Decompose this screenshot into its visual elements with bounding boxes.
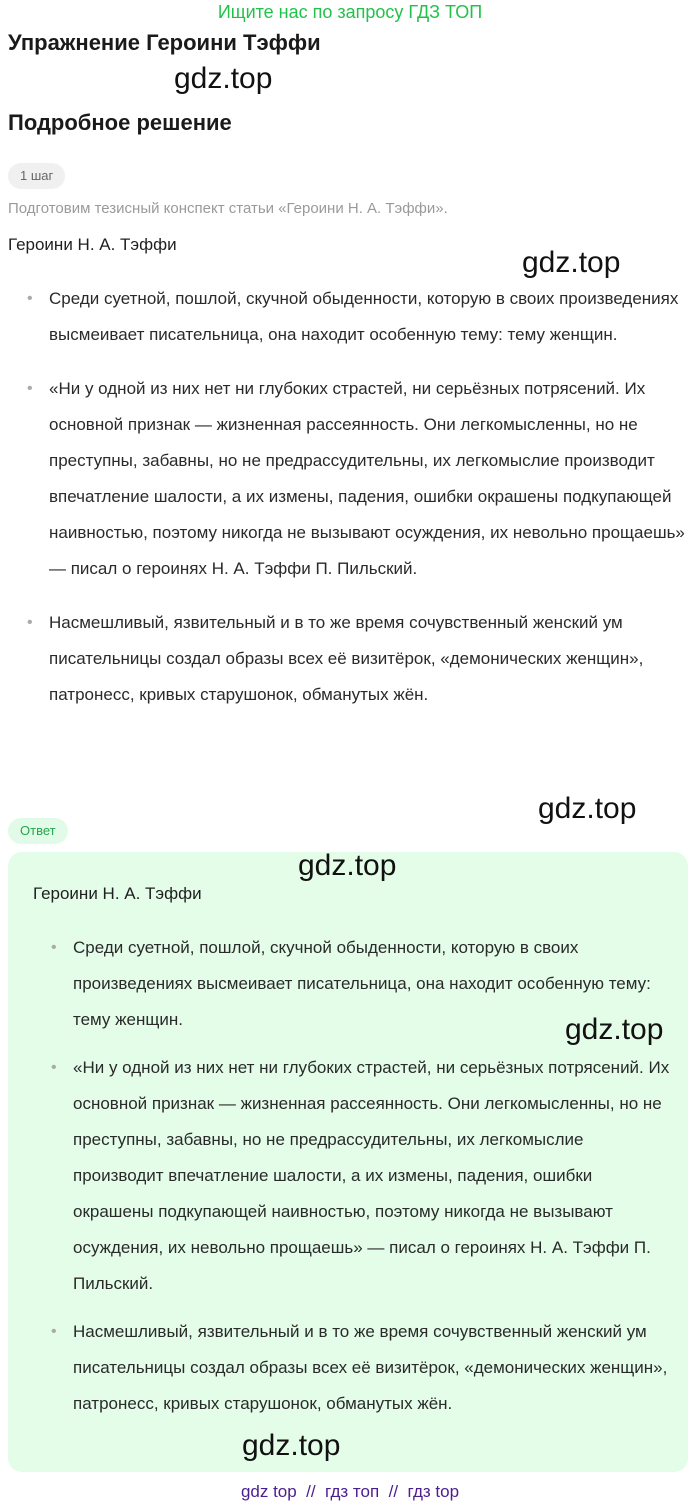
list-item <box>27 281 689 353</box>
step-heading: Героини Н. А. Тэффи <box>8 235 177 254</box>
watermark: gdz.top <box>298 849 397 882</box>
bullet-icon: • <box>51 1323 57 1340</box>
answer-heading: Героини Н. А. Тэффи <box>33 884 202 903</box>
footer-links: gdz top // гдз топ // гдз top <box>240 1482 460 1501</box>
bullet-icon: • <box>27 614 33 631</box>
bullet-icon: • <box>51 939 57 956</box>
watermark: gdz.top <box>242 1429 341 1462</box>
answer-bullet-list <box>51 930 673 1434</box>
list-item <box>27 371 689 587</box>
list-item-text: Среди суетной, пошлой, скучной обыденности, которую в своих произведениях высмеивает писательница, она находит особенную тему: тему женщин. <box>73 938 651 1029</box>
watermark: gdz.top <box>565 1013 664 1046</box>
bullet-icon: • <box>51 1059 57 1076</box>
list-item-text: Насмешливый, язвительный и в то же время сочувственный женский ум писательницы создал образы всех её визитёрок, «демонических женщин», патронесс, кривых старушонок, обманутых жён. <box>49 613 644 704</box>
list-item-text: «Ни у одной из них нет ни глубоких страстей, ни серьёзных потрясений. Их основной признак — жизненная рассеянность. Они легкомысленны, но не преступны, забавны, но не предрассудительны, их легкомыслие производит впечатление шалости, а их измены, падения, ошибки окрашены подкупающей наивностью, поэтому никогда не вызывают осуждения, их невольно прощаешь» — писал о героинях Н. А. Тэффи П. Пильский. <box>49 379 685 578</box>
watermark: gdz.top <box>538 792 637 825</box>
step-intro: Подготовим тезисный конспект статьи «Героини Н. А. Тэффи». <box>8 200 448 217</box>
step-bullet-list <box>27 281 689 731</box>
step-badge: 1 шаг <box>8 163 65 189</box>
watermark: gdz.top <box>174 62 273 95</box>
section-title: Подробное решение <box>8 110 232 135</box>
list-item-text: Насмешливый, язвительный и в то же время сочувственный женский ум писательницы создал образы всех её визитёрок, «демонических женщин», патронесс, кривых старушонок, обманутых жён. <box>73 1322 668 1413</box>
list-item <box>51 1050 673 1302</box>
watermark: gdz.top <box>522 246 621 279</box>
bullet-icon: • <box>27 380 33 397</box>
list-item-text: «Ни у одной из них нет ни глубоких страстей, ни серьёзных потрясений. Их основной признак — жизненная рассеянность. Они легкомысленны, но не преступны, забавны, но не предрассудительны, их легкомыслие производит впечатление шалости, а их измены, падения, ошибки окрашены подкупающей наивностью, поэтому никогда не вызывают осуждения, их невольно прощаешь» — писал о героинях Н. А. Тэффи П. Пильский. <box>73 1058 670 1293</box>
answer-badge: Ответ <box>8 818 68 844</box>
list-item <box>27 605 689 713</box>
page-title: Упражнение Героини Тэффи <box>8 30 321 55</box>
bullet-icon: • <box>27 290 33 307</box>
list-item <box>51 1314 673 1422</box>
search-banner: Ищите нас по запросу ГДЗ ТОП <box>217 2 483 22</box>
list-item-text: Среди суетной, пошлой, скучной обыденности, которую в своих произведениях высмеивает писательница, она находит особенную тему: тему женщин. <box>49 289 679 344</box>
